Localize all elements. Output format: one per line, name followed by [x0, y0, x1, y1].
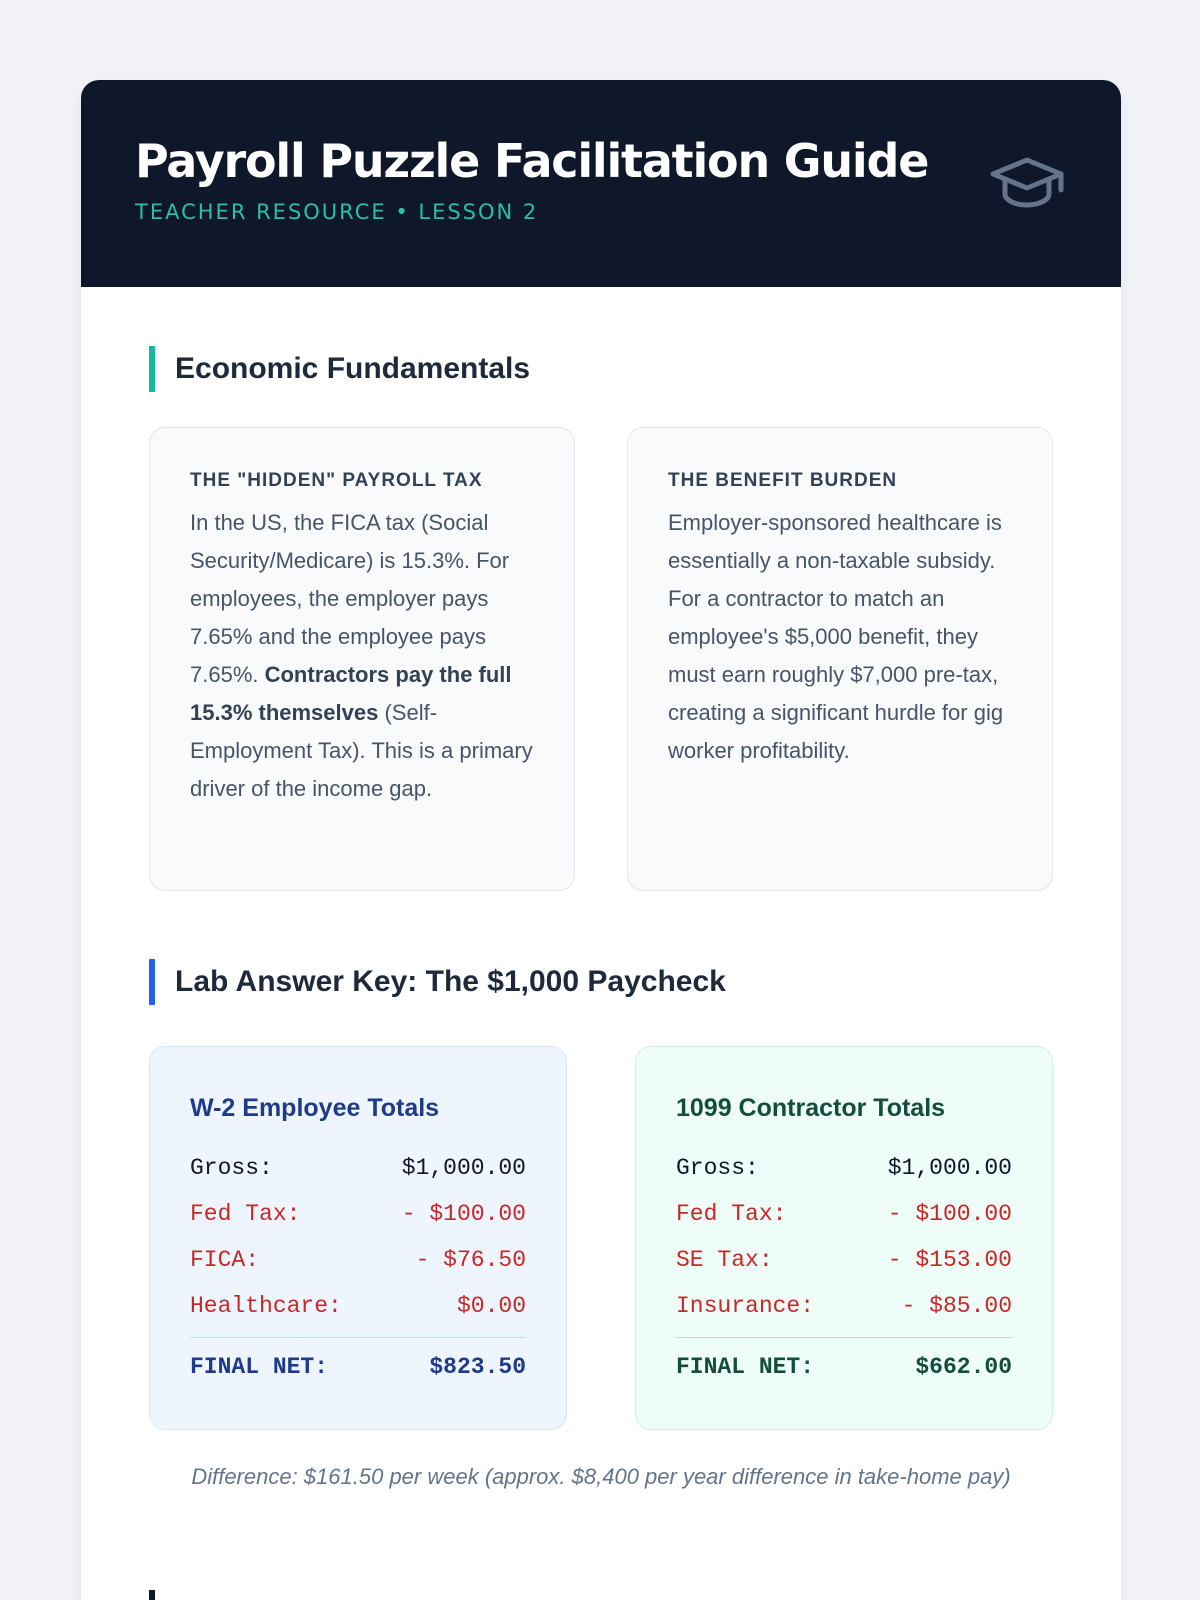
contractor-insurance-label: Insurance: [676, 1293, 815, 1319]
contractor-gross-value: $1,000.00 [887, 1155, 1012, 1181]
difference-note: Difference: $161.50 per week (approx. $8,400 per year difference in take-home pay) [191, 1464, 1011, 1489]
contractor-fed-tax-value: - $100.00 [887, 1201, 1012, 1227]
page-header [81, 80, 1121, 287]
contractor-se-tax-value: - $153.00 [887, 1247, 1012, 1273]
benefit-burden-heading: THE BENEFIT BURDEN [668, 470, 898, 491]
contractor-insurance-value: - $85.00 [901, 1293, 1012, 1319]
payroll-tax-box [149, 427, 575, 891]
contractor-totals-title: 1099 Contractor Totals [676, 1094, 946, 1122]
contractor-divider [676, 1337, 1012, 1338]
contractor-gross-label: Gross: [676, 1155, 759, 1181]
contractor-se-tax-label: SE Tax: [676, 1247, 773, 1273]
w2-totals-box [149, 1046, 567, 1430]
contractor-row-insurance [676, 1283, 1012, 1329]
w2-row-fed-tax [190, 1191, 526, 1237]
w2-fica-value: - $76.50 [415, 1247, 526, 1273]
graduation-cap-icon [989, 154, 1065, 212]
page-title: Payroll Puzzle Facilitation Guide [135, 134, 929, 188]
w2-healthcare-value: $0.00 [456, 1293, 526, 1319]
w2-gross-label: Gross: [190, 1155, 273, 1181]
answer-key-heading [149, 959, 726, 1005]
w2-totals-title: W-2 Employee Totals [190, 1094, 440, 1122]
w2-fed-tax-label: Fed Tax: [190, 1201, 301, 1227]
section-accent-bar [149, 959, 155, 1005]
contractor-row-fed-tax [676, 1191, 1012, 1237]
w2-row-gross [190, 1145, 526, 1191]
payroll-tax-heading: THE "HIDDEN" PAYROLL TAX [190, 470, 483, 491]
contractor-net-value: $662.00 [915, 1354, 1012, 1380]
w2-fica-label: FICA: [190, 1247, 260, 1273]
guide-card [81, 80, 1121, 1600]
fundamentals-title: Economic Fundamentals [175, 352, 531, 385]
w2-row-fica [190, 1237, 526, 1283]
fundamentals-heading [149, 346, 530, 392]
contractor-row-gross [676, 1145, 1012, 1191]
answer-key-title: Lab Answer Key: The $1,000 Paycheck [175, 965, 726, 998]
payroll-tax-text-end: (Self-Employment Tax). This is a primary driver of the income gap. [190, 700, 533, 801]
contractor-net-label: FINAL NET: [676, 1354, 815, 1380]
benefit-burden-box [627, 427, 1053, 891]
contractor-totals-box [635, 1046, 1053, 1430]
w2-net-label: FINAL NET: [190, 1354, 329, 1380]
w2-healthcare-label: Healthcare: [190, 1293, 342, 1319]
contractor-row-final-net [676, 1344, 1012, 1390]
page-subtitle: TEACHER RESOURCE • LESSON 2 [135, 200, 539, 224]
payroll-tax-text [190, 504, 534, 808]
contractor-fed-tax-label: Fed Tax: [676, 1201, 787, 1227]
payroll-tax-text-bold: Contractors pay the full 15.3% themselves [190, 662, 512, 725]
w2-divider [190, 1337, 526, 1338]
section-accent-bar [149, 346, 155, 392]
w2-net-value: $823.50 [429, 1354, 526, 1380]
w2-row-healthcare [190, 1283, 526, 1329]
w2-row-final-net [190, 1344, 526, 1390]
contractor-row-se-tax [676, 1237, 1012, 1283]
next-section-accent-bar [149, 1590, 155, 1600]
w2-fed-tax-value: - $100.00 [401, 1201, 526, 1227]
w2-gross-value: $1,000.00 [401, 1155, 526, 1181]
benefit-burden-text: Employer-sponsored healthcare is essentially a non-taxable subsidy. For a contractor to match an employee's $5,000 benefit, they must earn roughly $7,000 pre-tax, creating a significant hurdle for gig worker profitability. [668, 510, 1004, 763]
payroll-tax-text-start: In the US, the FICA tax (Social Security/Medicare) is 15.3%. For employees, the employer pays 7.65% and the employee pays 7.65%. [190, 510, 510, 687]
